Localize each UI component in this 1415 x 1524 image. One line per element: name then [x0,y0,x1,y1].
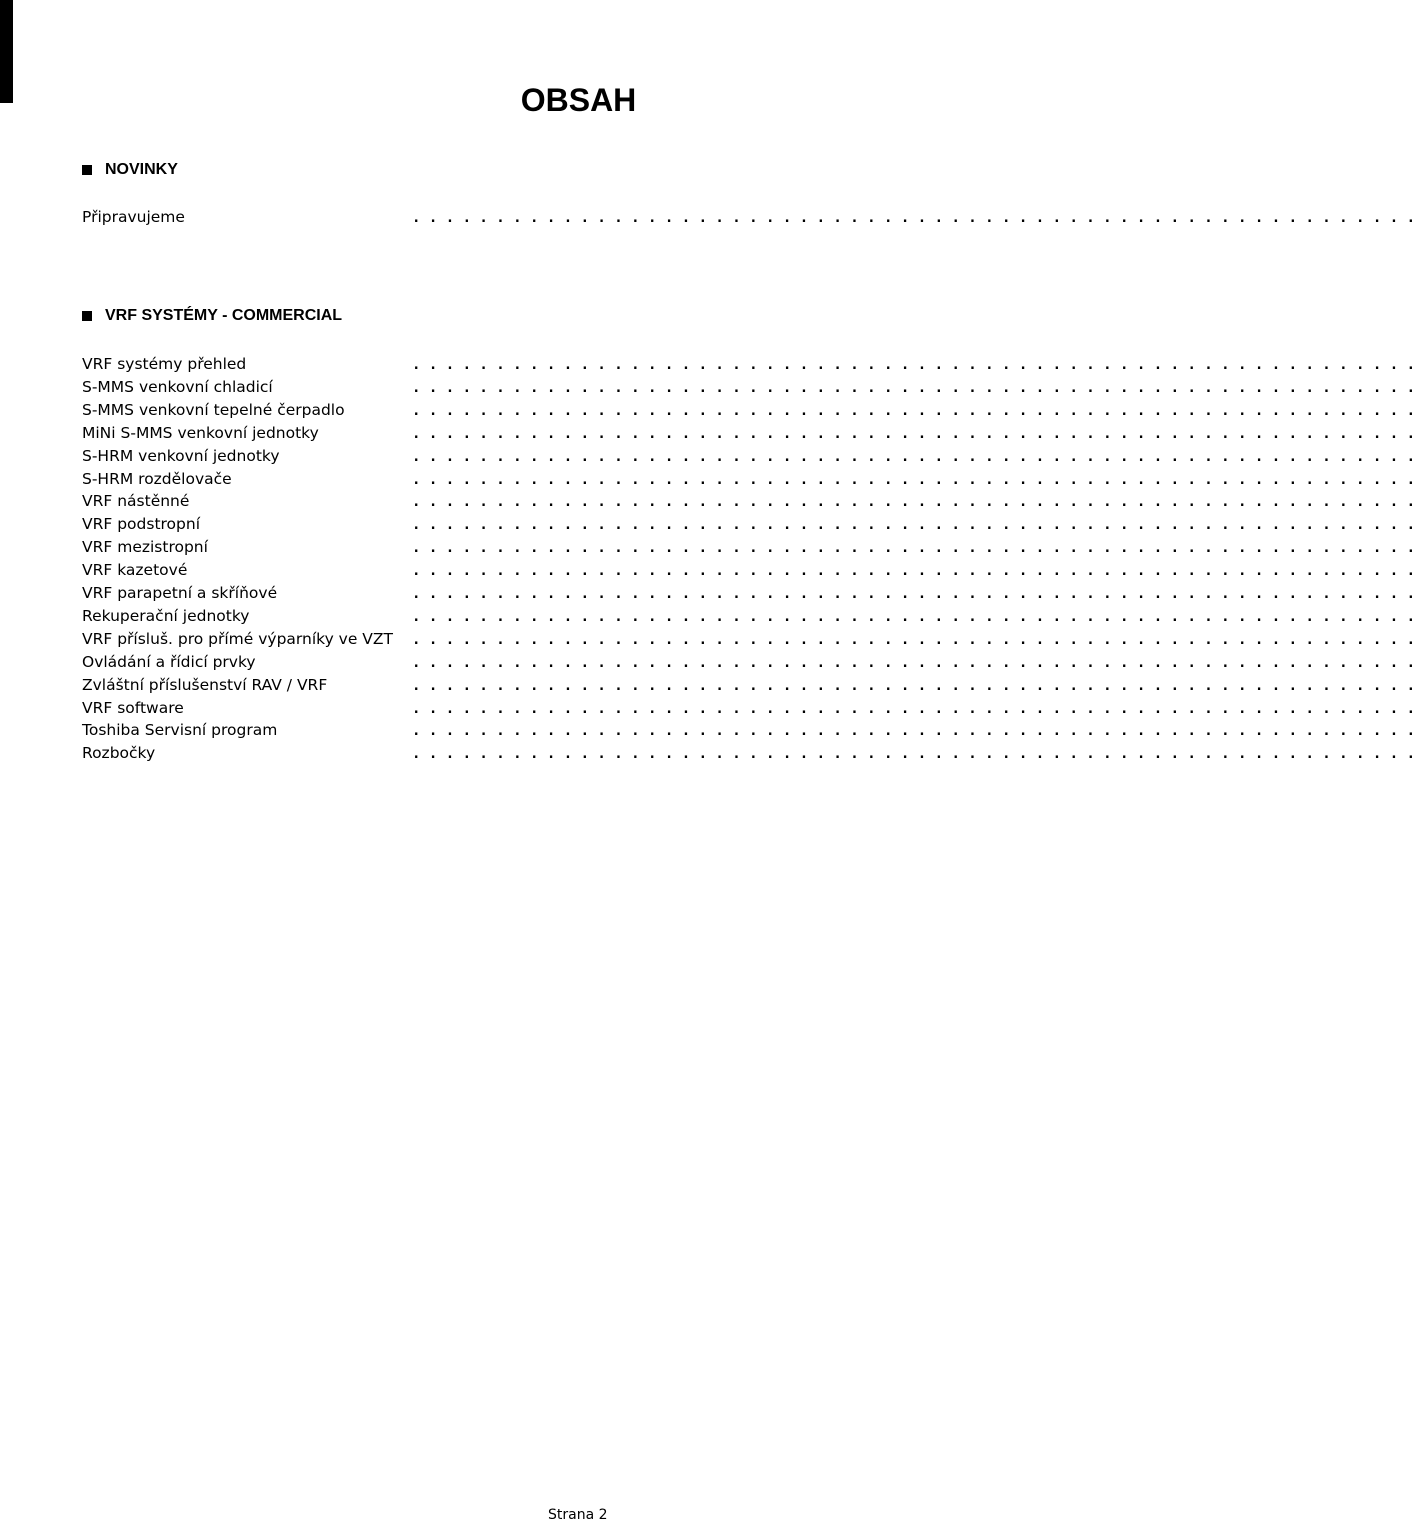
toc-entry[interactable] [82,742,1415,765]
toc-dot-leader: . . . . . . . . . . . . . . . . . . . . . . . . . . . . . . . . . . . . . . . . . . . . . . . . . . . . . . . . . . . . [412,677,1415,694]
toc-dot-leader: . . . . . . . . . . . . . . . . . . . . . . . . . . . . . . . . . . . . . . . . . . . . . . . . . . . . . . . . . . . . [412,471,1415,488]
toc-entry[interactable] [82,206,1415,229]
page-number: Strana 2 [548,1507,608,1523]
square-bullet-icon [82,311,92,321]
toc-entry-label[interactable]: Zvláštní příslušenství RAV / VRF [82,675,328,694]
toc-entry-label[interactable]: MiNi S-MMS venkovní jednotky [82,423,319,442]
toc-dot-leader: . . . . . . . . . . . . . . . . . . . . . . . . . . . . . . . . . . . . . . . . . . . . . . . . . . . . . . . . . . . . [412,586,1415,602]
toc-dot-leader: . . . . . . . . . . . . . . . . . . . . . . . . . . . . . . . . . . . . . . . . . . . . . . . . . . . . . . . . . . . . [412,402,1415,419]
section-heading-label: NOVINKY [105,161,178,178]
toc-dot-leader: . . . . . . . . . . . . . . . . . . . . . . . . . . . . . . . . . . . . . . . . . . . . . . . . . . . . . . . . . . . . [412,608,1415,625]
toc-entry-label[interactable]: VRF kazetové [82,561,188,580]
toc-dot-leader: . . . . . . . . . . . . . . . . . . . . . . . . . . . . . . . . . . . . . . . . . . . . . . . . . . . . . . . . . . . . [412,654,1415,671]
toc-entry[interactable] [82,628,1415,651]
toc-entry-label[interactable]: S-MMS venkovní chladicí [82,377,273,396]
toc-entry-label[interactable]: VRF software [82,698,184,717]
toc-dot-leader: . . . . . . . . . . . . . . . . . . . . . . . . . . . . . . . . . . . . . . . . . . . . . . . . . . . . . . . . . . . . [412,540,1415,557]
toc-entry-label[interactable]: VRF mezistropní [82,538,208,557]
toc-dot-leader: . . . . . . . . . . . . . . . . . . . . . . . . . . . . . . . . . . . . . . . . . . . . . . . . . . . . . . . . . . . . [412,494,1415,511]
toc-dot-leader: . . . . . . . . . . . . . . . . . . . . . . . . . . . . . . . . . . . . . . . . . . . . . . . . . . . . . . . . . . . . [412,448,1415,465]
toc-dot-leader: . . . . . . . . . . . . . . . . . . . . . . . . . . . . . . . . . . . . . . . . . . . . . . . . . . . . . . . . . . . . [412,700,1415,717]
toc-entry[interactable] [82,468,1415,491]
toc-entry-label[interactable]: VRF parapetní a skříňové [82,584,278,602]
toc-entry[interactable] [82,605,1415,628]
toc-dot-leader: . . . . . . . . . . . . . . . . . . . . . . . . . . . . . . . . . . . . . . . . . . . . . . . . . . . . . . . . . . . . [412,425,1415,442]
toc-entry-label[interactable]: Toshiba Servisní program [82,721,278,740]
toc-dot-leader: . . . . . . . . . . . . . . . . . . . . . . . . . . . . . . . . . . . . . . . . . . . . . . . . . . . . . . . . . . . . [412,746,1415,763]
toc-dot-leader: . . . . . . . . . . . . . . . . . . . . . . . . . . . . . . . . . . . . . . . . . . . . . . . . . . . . . . . . . . . . [412,631,1415,648]
toc-entry-label[interactable]: S-HRM venkovní jednotky [82,446,280,465]
toc-entry-label[interactable]: VRF nástěnné [82,492,190,511]
toc-entry-label[interactable]: Rekuperační jednotky [82,606,250,625]
toc-entry[interactable] [82,651,1415,674]
toc-entry[interactable] [82,376,1415,399]
toc-entry-label[interactable]: VRF systémy přehled [82,355,247,373]
toc-entry-label[interactable]: S-MMS venkovní tepelné čerpadlo [82,400,345,419]
toc-entry[interactable] [82,674,1415,697]
toc-entry-label[interactable]: Ovládání a řídicí prvky [82,652,256,671]
toc-dot-leader: . . . . . . . . . . . . . . . . . . . . . . . . . . . . . . . . . . . . . . . . . . . . . . . . . . . . . . . . . . . . [412,517,1415,534]
toc-entry[interactable] [82,719,1415,742]
toc-dot-leader: . . . . . . . . . . . . . . . . . . . . . . . . . . . . . . . . . . . . . . . . . . . . . . . . . . . . . . . . . . . . [412,357,1415,373]
toc-dot-leader: . . . . . . . . . . . . . . . . . . . . . . . . . . . . . . . . . . . . . . . . . . . . . . . . . . . . . . . . . . . . [412,379,1415,396]
toc-entry[interactable] [82,559,1415,582]
toc-entry[interactable] [82,445,1415,468]
page-title: OBSAH [520,82,637,118]
toc-entry-label[interactable]: VRF přísluš. pro přímé výparníky ve VZT [82,629,393,648]
toc-entry[interactable] [82,490,1415,513]
section-heading-novinky [82,160,178,180]
toc-entry[interactable] [82,422,1415,445]
toc-dot-leader: . . . . . . . . . . . . . . . . . . . . . . . . . . . . . . . . . . . . . . . . . . . . . . . . . . . . . . . . . . . . [412,723,1415,740]
toc-entry[interactable] [82,353,1415,376]
toc-entry[interactable] [82,582,1415,605]
toc-dot-leader: . . . . . . . . . . . . . . . . . . . . . . . . . . . . . . . . . . . . . . . . . . . . . . . . . . . . . . . . . . . . [412,563,1415,580]
toc-entry[interactable] [82,697,1415,720]
toc-entry-label[interactable]: VRF podstropní [82,515,201,534]
toc-entry-label[interactable]: Rozbočky [82,744,156,763]
square-bullet-icon [82,165,92,175]
toc-dot-leader: . . . . . . . . . . . . . . . . . . . . . . . . . . . . . . . . . . . . . . . . . . . . . . . . . . . . . . . . . . . . [412,210,1415,226]
section-heading-vrf-commercial [82,306,342,326]
toc-entry-label[interactable]: S-HRM rozdělovače [82,469,232,488]
toc-entry-label[interactable]: Připravujeme [82,208,185,226]
toc-entry[interactable] [82,399,1415,422]
section-heading-label: VRF SYSTÉMY - COMMERCIAL [105,307,343,324]
toc-entry[interactable] [82,513,1415,536]
toc-entry[interactable] [82,536,1415,559]
